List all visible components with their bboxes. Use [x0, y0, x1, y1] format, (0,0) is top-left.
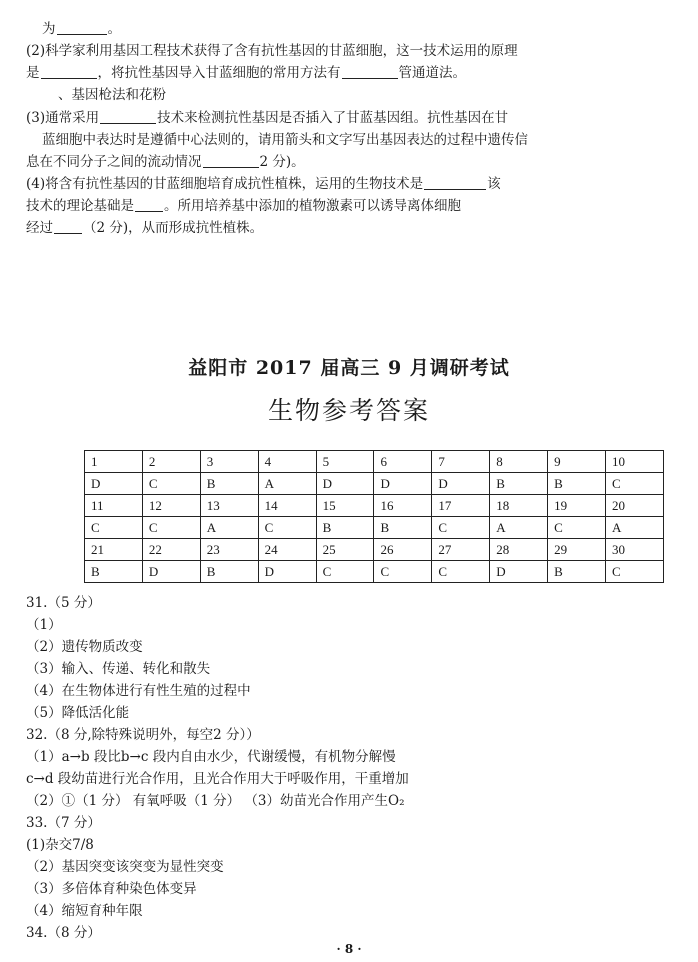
table-cell: 12: [142, 495, 200, 517]
table-cell: 21: [85, 539, 143, 561]
table-cell: B: [548, 561, 606, 583]
question-3-line-1: [26, 109, 508, 127]
table-row: [85, 473, 664, 495]
answer-blank: [41, 64, 97, 79]
table-cell: 17: [432, 495, 490, 517]
text: 该: [487, 176, 501, 192]
answer-table-body: [85, 451, 664, 583]
answer-key-title: 生物参考答案: [267, 396, 430, 425]
answer-31-4: （4）在生物体进行有性生殖的过程中: [26, 683, 251, 699]
table-cell: 30: [606, 539, 664, 561]
table-cell: 13: [200, 495, 258, 517]
answer-33-1: (1)杂交7/8: [26, 837, 94, 853]
table-cell: D: [432, 473, 490, 495]
answer-31-5: （5）降低活化能: [26, 705, 130, 721]
exam-title: 益阳市 2017 届高三 9 月调研考试: [188, 357, 510, 379]
table-cell: C: [374, 561, 432, 583]
table-cell: C: [142, 473, 200, 495]
table-cell: 28: [490, 539, 548, 561]
answer-31-3: （3）输入、传递、转化和散失: [26, 661, 211, 677]
table-cell: 8: [490, 451, 548, 473]
table-cell: 20: [606, 495, 664, 517]
table-cell: 15: [316, 495, 374, 517]
table-cell: 14: [258, 495, 316, 517]
table-cell: D: [490, 561, 548, 583]
answer-33-2: （2）基因突变该突变为显性突变: [26, 859, 224, 875]
table-cell: 25: [316, 539, 374, 561]
table-cell: C: [548, 517, 606, 539]
table-cell: D: [316, 473, 374, 495]
answer-31-2: （2）遗传物质改变: [26, 639, 143, 655]
table-cell: 23: [200, 539, 258, 561]
table-cell: 29: [548, 539, 606, 561]
table-cell: C: [85, 517, 143, 539]
table-cell: B: [200, 561, 258, 583]
table-cell: B: [548, 473, 606, 495]
question-2-line-3: [58, 86, 166, 104]
table-cell: 2: [142, 451, 200, 473]
table-cell: 6: [374, 451, 432, 473]
text: 息在不同分子之间的流动情况: [26, 154, 202, 170]
answer-table: [84, 450, 664, 583]
table-cell: 9: [548, 451, 606, 473]
table-cell: C: [258, 517, 316, 539]
table-cell: 26: [374, 539, 432, 561]
answer-blank: [57, 20, 107, 35]
table-cell: 4: [258, 451, 316, 473]
table-cell: B: [490, 473, 548, 495]
answer-blank: [424, 175, 486, 190]
table-row: [85, 517, 664, 539]
text: 为: [42, 21, 56, 37]
text: 是: [26, 65, 40, 81]
table-cell: C: [142, 517, 200, 539]
text: 经过: [26, 220, 53, 236]
question-3-line-2: [42, 131, 528, 149]
text: 。: [107, 21, 121, 37]
table-cell: 3: [200, 451, 258, 473]
text: (3)通常采用: [26, 110, 100, 126]
table-row: [85, 561, 664, 583]
question-4-line-1: [26, 175, 501, 193]
text: ，将抗性基因导入甘蓝细胞的常用方法有: [97, 65, 341, 81]
table-cell: D: [85, 473, 143, 495]
table-cell: C: [432, 517, 490, 539]
table-cell: C: [316, 561, 374, 583]
table-cell: D: [258, 561, 316, 583]
table-cell: A: [606, 517, 664, 539]
answer-33-heading: 33.（7 分）: [26, 815, 101, 831]
table-cell: 11: [85, 495, 143, 517]
question-2-line-1: [26, 42, 518, 60]
table-cell: B: [316, 517, 374, 539]
table-cell: C: [606, 473, 664, 495]
question-line-1: [42, 20, 121, 38]
text: 管通道法。: [398, 65, 466, 81]
text: 、基因枪法和花粉: [58, 87, 166, 103]
table-cell: 18: [490, 495, 548, 517]
text: 技术来检测抗性基因是否插入了甘蓝基因组。抗性基因在甘: [157, 110, 509, 126]
answer-blank: [100, 109, 156, 124]
table-cell: A: [258, 473, 316, 495]
table-cell: 19: [548, 495, 606, 517]
text: （2 分)，从而形成抗性植株。: [83, 220, 264, 236]
page-number: · 8 ·: [336, 942, 362, 956]
table-cell: 1: [85, 451, 143, 473]
text: (4)将含有抗性基因的甘蓝细胞培育成抗性植株，运用的生物技术是: [26, 176, 424, 192]
table-cell: 24: [258, 539, 316, 561]
table-cell: A: [490, 517, 548, 539]
text: 技术的理论基础是: [26, 198, 134, 214]
answer-32-2: （2）①（1 分） 有氧呼吸（1 分） （3）幼苗光合作用产生O₂: [26, 793, 405, 809]
text: 蓝细胞中表达时是遵循中心法则的，请用箭头和文字写出基因表达的过程中遗传信: [42, 132, 528, 148]
answer-32-heading: 32.（8 分,除特殊说明外，每空2 分））: [26, 727, 260, 743]
question-4-line-2: [26, 197, 461, 215]
question-3-line-3: [26, 153, 305, 171]
table-cell: B: [200, 473, 258, 495]
answer-34-heading: 34.（8 分）: [26, 925, 101, 941]
table-cell: D: [142, 561, 200, 583]
table-cell: D: [374, 473, 432, 495]
question-2-line-2: [26, 64, 466, 82]
table-row: [85, 451, 664, 473]
answer-blank: [203, 153, 259, 168]
question-4-line-3: [26, 219, 263, 237]
answer-32-1-cont: c→d 段幼苗进行光合作用，且光合作用大于呼吸作用，干重增加: [26, 771, 409, 787]
answer-31-heading: 31.（5 分）: [26, 595, 101, 611]
table-row: [85, 539, 664, 561]
table-cell: 5: [316, 451, 374, 473]
answer-blank: [135, 197, 163, 212]
text: 2 分)。: [259, 154, 305, 170]
table-cell: 22: [142, 539, 200, 561]
answer-33-4: （4）缩短育种年限: [26, 903, 143, 919]
table-cell: C: [432, 561, 490, 583]
answer-31-1: （1）: [26, 617, 62, 633]
table-row: [85, 495, 664, 517]
table-cell: 7: [432, 451, 490, 473]
answer-blank: [342, 64, 398, 79]
text: (2)科学家利用基因工程技术获得了含有抗性基因的甘蓝细胞，这一技术运用的原理: [26, 43, 518, 59]
answer-32-1: （1）a→b 段比b→c 段内自由水少，代谢缓慢，有机物分解慢: [26, 749, 396, 765]
table-cell: 10: [606, 451, 664, 473]
answer-blank: [54, 219, 82, 234]
table-cell: C: [606, 561, 664, 583]
table-cell: 16: [374, 495, 432, 517]
text: 。所用培养基中添加的植物激素可以诱导离体细胞: [164, 198, 461, 214]
answer-33-3: （3）多倍体育种染色体变异: [26, 881, 197, 897]
table-cell: A: [200, 517, 258, 539]
table-cell: B: [374, 517, 432, 539]
table-cell: B: [85, 561, 143, 583]
table-cell: 27: [432, 539, 490, 561]
